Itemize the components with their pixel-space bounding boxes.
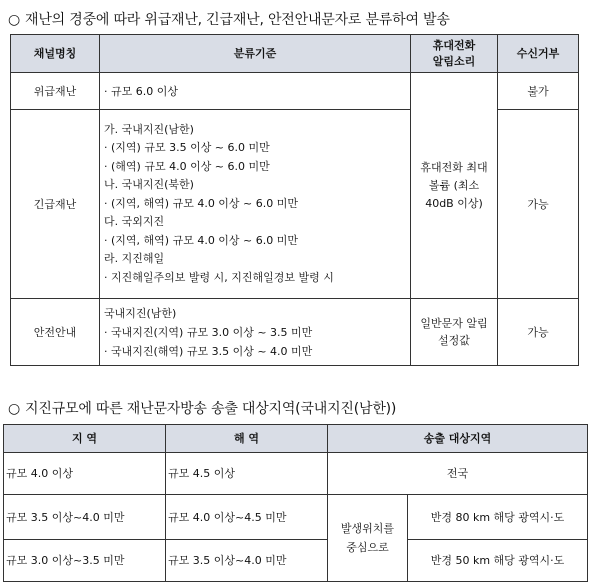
table-header-row	[4, 425, 588, 453]
criteria-line: · 국내지진(지역) 규모 3.0 이상 ~ 3.5 미만	[104, 325, 313, 339]
section2-heading	[8, 398, 396, 418]
criteria-line: · 국내지진(해역) 규모 3.5 이상 ~ 4.0 미만	[104, 344, 313, 358]
sea-cell: 규모 4.0 이상~4.5 미만	[166, 495, 328, 540]
header-refuse: 수신거부	[498, 35, 579, 73]
criteria-cell	[100, 299, 411, 366]
criteria-line: · (지역, 해역) 규모 4.0 이상 ~ 6.0 미만	[104, 196, 299, 210]
criteria-line: 국내지진(남한)	[104, 306, 177, 320]
criteria-line: · (지역, 해역) 규모 4.0 이상 ~ 6.0 미만	[104, 233, 299, 247]
refuse-cell: 가능	[498, 299, 579, 366]
circle-bullet-icon: ○	[8, 401, 21, 417]
criteria-cell	[100, 110, 411, 299]
header-sound	[411, 35, 498, 73]
header-sea: 해 역	[166, 425, 328, 453]
channel-name: 위급재난	[11, 73, 100, 110]
table-row	[11, 73, 579, 110]
table-row	[4, 453, 588, 495]
target-cell: 반경 50 km 해당 광역시·도	[408, 540, 588, 582]
refuse-cell: 불가	[498, 73, 579, 110]
table-row	[11, 299, 579, 366]
criteria-line: · 규모 6.0 이상	[104, 84, 178, 98]
sound-cell	[411, 299, 498, 366]
header-criteria: 분류기준	[100, 35, 411, 73]
sound-text: 일반문자 알림 설정값	[420, 317, 488, 347]
target-cell: 전국	[328, 453, 588, 495]
sound-text: 휴대전화 최대 볼륨 (최소 40dB 이상)	[420, 160, 488, 210]
criteria-line: · (해역) 규모 4.0 이상 ~ 6.0 미만	[104, 159, 270, 173]
land-cell: 규모 3.0 이상~3.5 미만	[4, 540, 166, 582]
table-header-row	[11, 35, 579, 73]
criteria-cell	[100, 73, 411, 110]
criteria-line: 가. 국내지진(남한)	[104, 122, 194, 136]
broadcast-target-table	[3, 424, 588, 582]
basis-text: 발생위치를 중심으로	[340, 522, 395, 554]
criteria-line: 나. 국내지진(북한)	[104, 178, 194, 192]
criteria-line: 라. 지진해일	[104, 252, 165, 266]
criteria-line: · 지진해일주의보 발령 시, 지진해일경보 발령 시	[104, 270, 334, 284]
section1-heading	[8, 9, 450, 29]
channel-name: 안전안내	[11, 299, 100, 366]
header-sound-line: 휴대전화	[432, 38, 476, 52]
criteria-line: · (지역) 규모 3.5 이상 ~ 6.0 미만	[104, 141, 270, 155]
table-row	[4, 495, 588, 540]
section1-title: 재난의 경중에 따라 위급재난, 긴급재난, 안전안내문자로 분류하여 발송	[25, 12, 450, 28]
sea-cell: 규모 4.5 이상	[166, 453, 328, 495]
channel-classification-table	[10, 34, 579, 366]
circle-bullet-icon: ○	[8, 12, 21, 28]
table-row	[4, 540, 588, 582]
sound-cell	[411, 73, 498, 299]
section2-title: 지진규모에 따른 재난문자방송 송출 대상지역(국내지진(남한))	[25, 401, 397, 417]
refuse-cell: 가능	[498, 110, 579, 299]
basis-cell	[328, 495, 408, 582]
land-cell: 규모 3.5 이상~4.0 미만	[4, 495, 166, 540]
criteria-line: 다. 국외지진	[104, 215, 165, 229]
header-sound-line: 알림소리	[432, 54, 476, 68]
header-channel: 채널명칭	[11, 35, 100, 73]
sea-cell: 규모 3.5 이상~4.0 미만	[166, 540, 328, 582]
land-cell: 규모 4.0 이상	[4, 453, 166, 495]
header-target: 송출 대상지역	[328, 425, 588, 453]
channel-name: 긴급재난	[11, 110, 100, 299]
header-land: 지 역	[4, 425, 166, 453]
target-cell: 반경 80 km 해당 광역시·도	[408, 495, 588, 540]
